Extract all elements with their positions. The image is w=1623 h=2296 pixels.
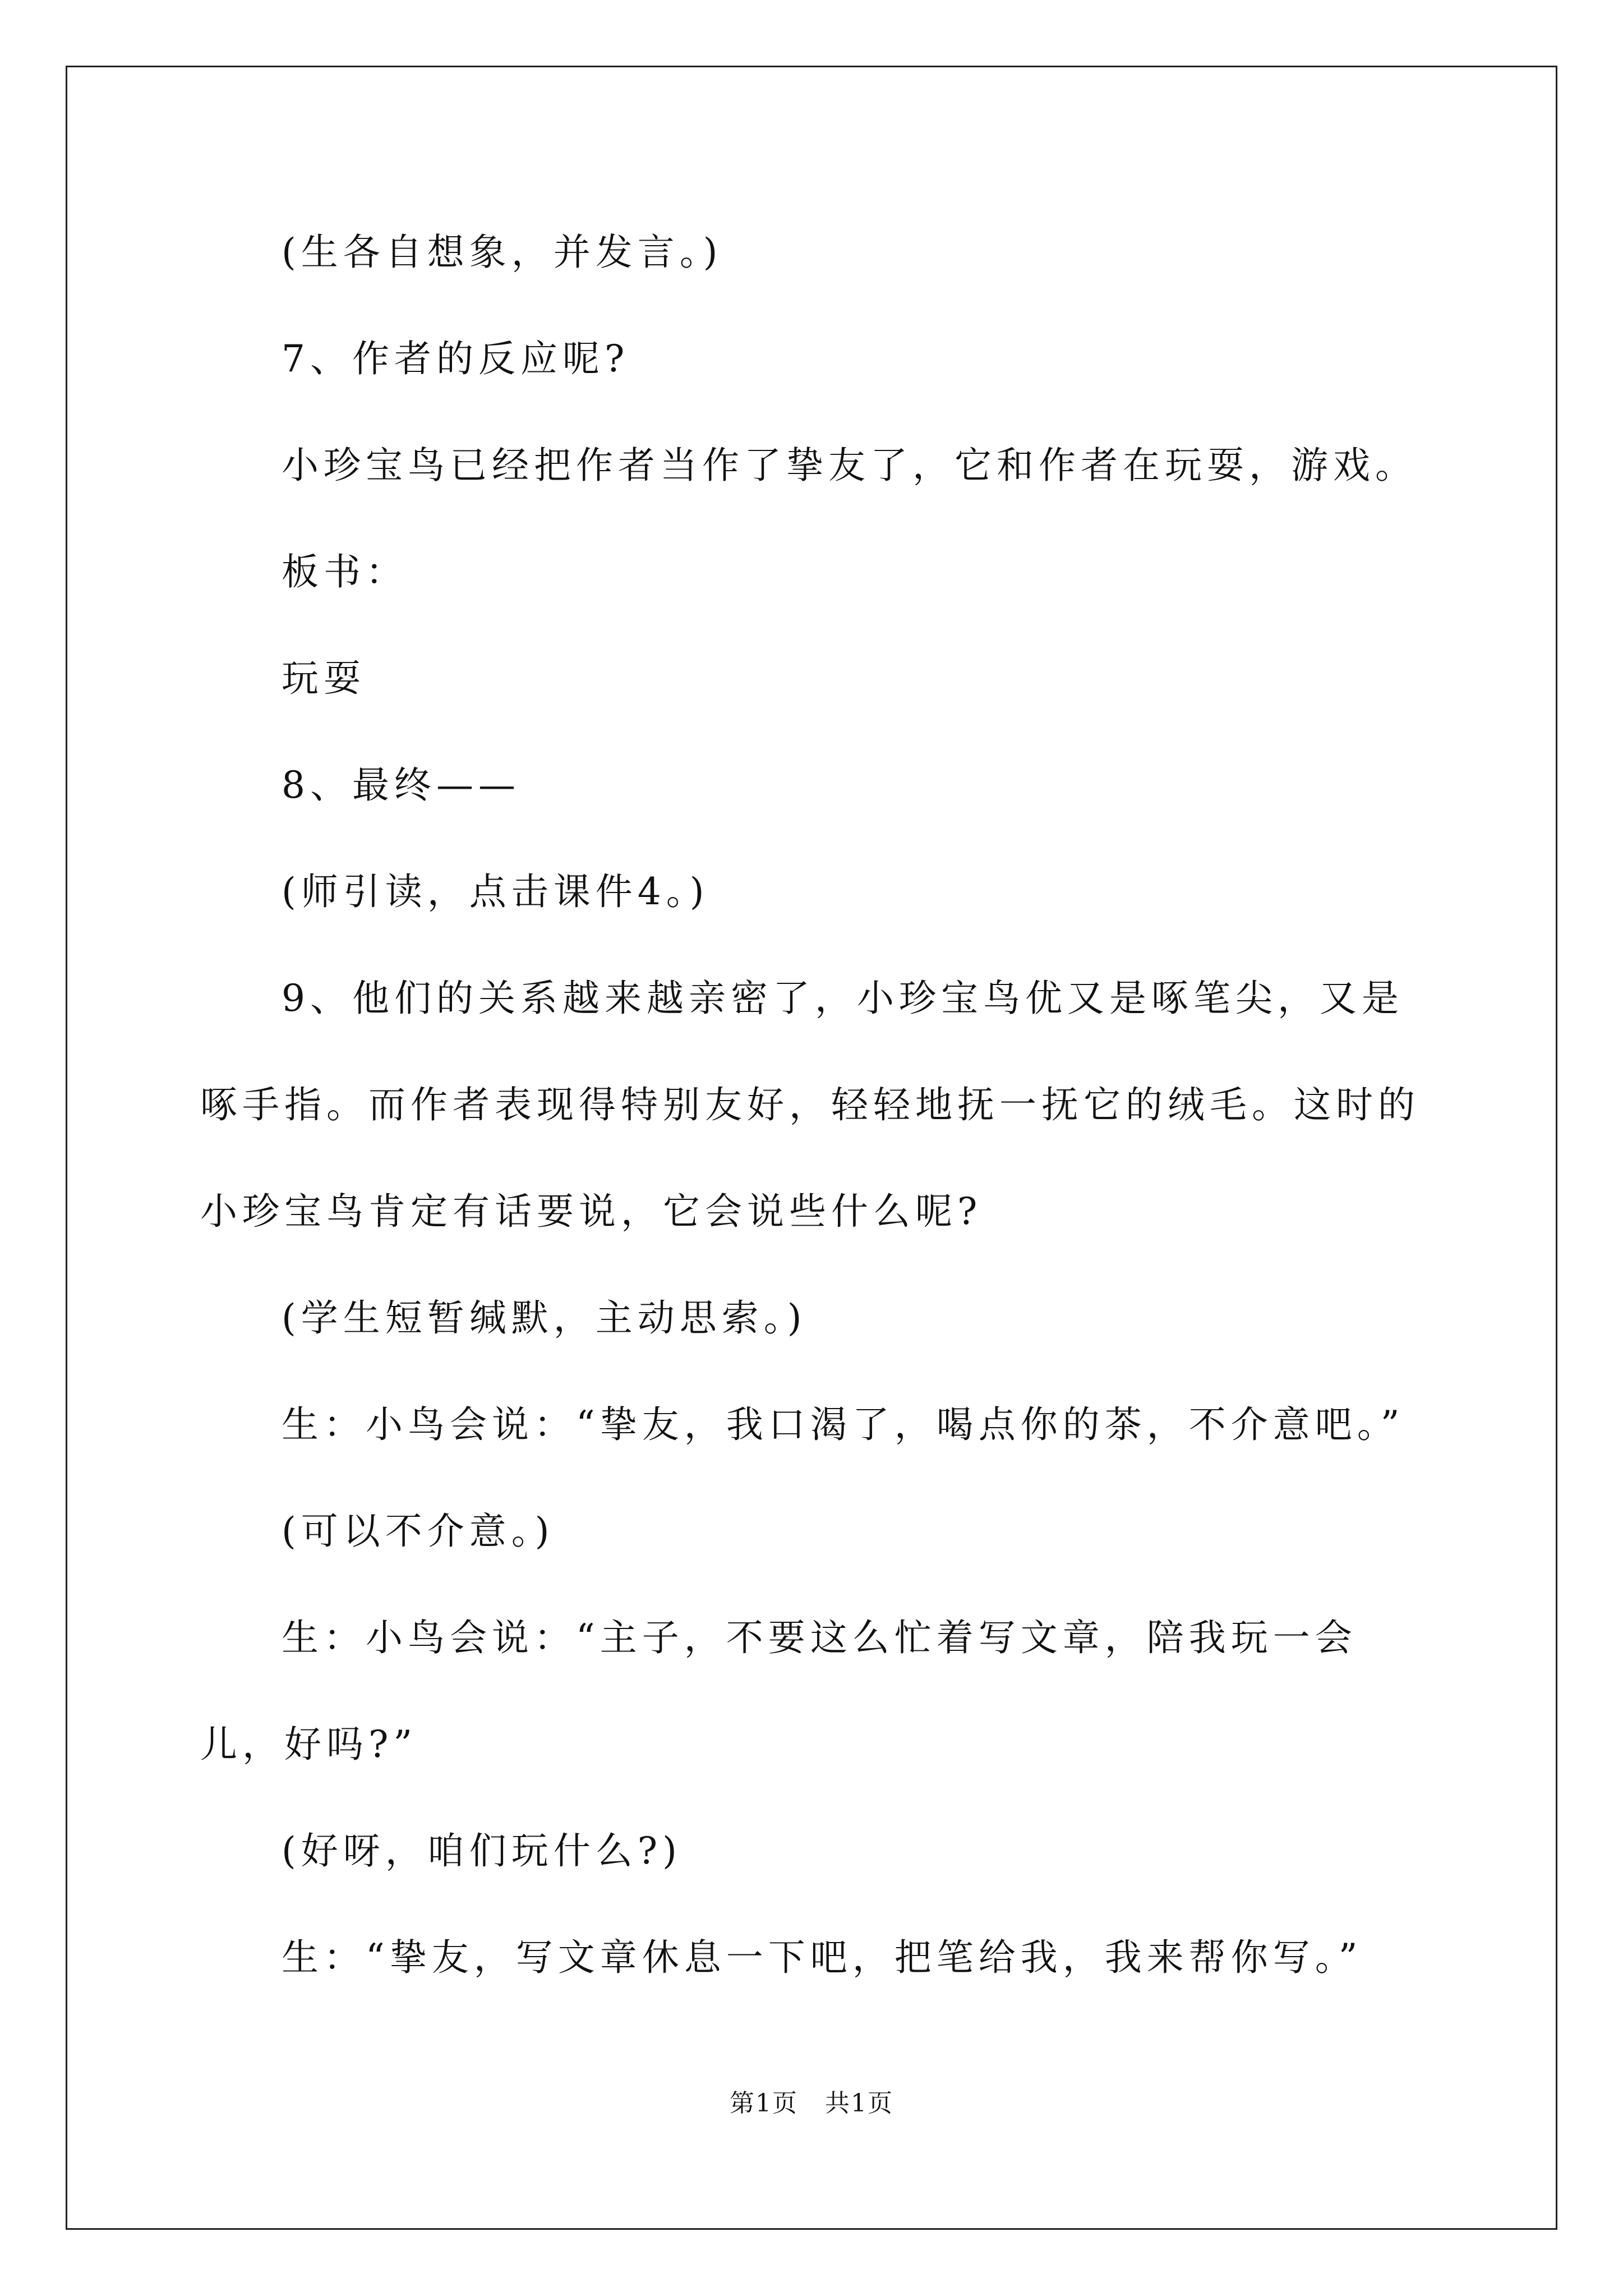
paragraph-1: (生各自想象，并发言。) (282, 231, 723, 274)
paragraph-3: 小珍宝鸟已经把作者当作了挚友了，它和作者在玩耍，游戏。 (282, 444, 1417, 487)
paragraph-12: 生：小鸟会说：“主子，不要这么忙着写文章，陪我玩一会儿，好吗?” (200, 1616, 1357, 1766)
page-footer (0, 2087, 1623, 2120)
page-total: 共1页 (825, 2089, 893, 2118)
paragraph-2: 7、作者的反应呢? (282, 337, 630, 380)
paragraph-10: 生：小鸟会说：“挚友，我口渴了，喝点你的茶，不介意吧。” (282, 1403, 1405, 1446)
paragraph-14: 生：“挚友，写文章休息一下吧，把笔给我，我来帮你写。” (282, 1936, 1363, 1979)
paragraph-4: 板书： (282, 550, 408, 593)
page-number: 第1页 (730, 2089, 798, 2118)
paragraph-13: (好呀，咱们玩什么?) (282, 1829, 682, 1872)
paragraph-7: (师引读，点击课件4。) (282, 870, 709, 913)
paragraph-5: 玩耍 (282, 657, 366, 700)
paragraph-9: (学生短暂缄默，主动思索。) (282, 1296, 807, 1340)
paragraph-11: (可以不介意。) (282, 1510, 555, 1553)
paragraph-6: 8、最终—— (282, 763, 520, 807)
paragraph-8: 9、他们的关系越来越亲密了，小珍宝鸟优又是啄笔尖，又是啄手指。而作者表现得特别友好，轻轻地抚一抚它的绒毛。这时的小珍宝鸟肯定有话要说，它会说些什么呢? (200, 977, 1420, 1233)
